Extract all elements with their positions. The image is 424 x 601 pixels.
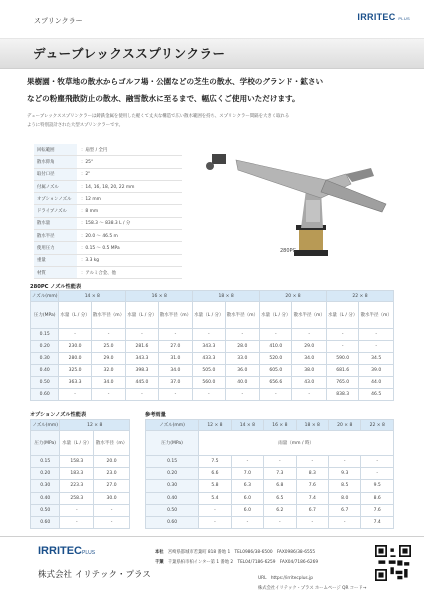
table-row (31, 456, 130, 468)
cell-value: - (199, 504, 231, 516)
sprinkler-image (196, 140, 396, 260)
url-label: URL (258, 576, 267, 581)
pressure-value: 0.15 (146, 456, 199, 468)
spec-value: ：3.3 kg (77, 254, 182, 266)
nozzle-performance-table (30, 290, 394, 401)
cell-value: 681.6 (326, 365, 358, 377)
pressure-value: 0.40 (31, 365, 59, 377)
pressure-header: 圧力(MPa) (31, 431, 60, 456)
cell-value: - (296, 516, 328, 528)
cell-value: - (225, 389, 260, 401)
pressure-header: 圧力(MPa) (146, 431, 199, 456)
cell-value: 838.3 (326, 389, 358, 401)
cell-value: 37.0 (158, 377, 193, 389)
cell-value: 5.8 (199, 480, 231, 492)
cell-value: 7.6 (296, 480, 328, 492)
nozzle-size: 18 × 8 (193, 291, 260, 302)
description (27, 112, 407, 130)
cell-value: 560.0 (193, 377, 225, 389)
spec-key: オプションノズル (34, 193, 77, 205)
table-row (31, 492, 130, 504)
office-chiba-label: 千葉 (155, 560, 164, 565)
cell-value: 520.0 (260, 353, 292, 365)
cell-value: - (292, 329, 327, 341)
cell-value: 363.3 (59, 377, 91, 389)
cell-value: - (296, 456, 328, 468)
cell-value: 39.0 (359, 365, 394, 377)
cell-value: - (60, 516, 94, 528)
cell-value: - (91, 389, 126, 401)
nozzle-size: 22 × 8 (361, 420, 394, 431)
flow-header: 水量（L / 分） (260, 302, 292, 329)
cell-value: 23.0 (94, 468, 130, 480)
cell-value: 7.4 (361, 516, 394, 528)
nozzle-size: 22 × 8 (326, 291, 393, 302)
cell-value: 6.6 (199, 468, 231, 480)
cell-value: 5.4 (199, 492, 231, 504)
cell-value: - (60, 504, 94, 516)
flow-header: 水量（L / 分） (59, 302, 91, 329)
table-row (146, 480, 394, 492)
logo-sub: PLUS (398, 16, 410, 21)
option-table-title: オプションノズル性能表 (30, 412, 87, 418)
cell-value: 765.0 (326, 377, 358, 389)
cell-value: 343.3 (126, 353, 158, 365)
qr-code-icon[interactable] (375, 545, 411, 581)
description-line: デューブレックススプリンクラーは鋳鉄金属を使用した軽くて丈夫な構造で広い散水範囲を持ち、スプリンクラー間隔を大きく取れる (27, 114, 290, 119)
table-row (31, 329, 394, 341)
cell-value: - (260, 389, 292, 401)
website (258, 575, 313, 581)
lead-text (27, 73, 402, 107)
office-head (155, 549, 315, 555)
company-name: 株式会社 イリテック・プラス (38, 570, 151, 580)
cell-value: - (231, 516, 263, 528)
cell-value: - (231, 456, 263, 468)
spec-key: 散水半径 (34, 230, 77, 242)
cell-value: 6.7 (329, 504, 361, 516)
model-label: 280PC (280, 248, 297, 254)
cell-value: 7.0 (231, 468, 263, 480)
table-row (31, 353, 394, 365)
spec-table (34, 144, 182, 279)
spec-key: 回転範囲 (34, 144, 77, 156)
radius-header: 散水半径（m） (225, 302, 260, 329)
cell-value: - (193, 389, 225, 401)
cell-value: 258.3 (60, 492, 94, 504)
cell-value: 223.3 (60, 480, 94, 492)
cell-value: - (158, 389, 193, 401)
pressure-value: 0.50 (146, 504, 199, 516)
flow-header: 水量（L / 分） (326, 302, 358, 329)
cell-value: - (264, 456, 296, 468)
spec-row (34, 242, 182, 254)
pressure-value: 0.20 (31, 468, 60, 480)
cell-value: 280.0 (59, 353, 91, 365)
nozzle-size: 14 × 8 (231, 420, 263, 431)
cell-value: - (326, 341, 358, 353)
nozzle-size: 12 × 8 (199, 420, 231, 431)
cell-value: 445.0 (126, 377, 158, 389)
cell-value: 9.5 (361, 480, 394, 492)
office-chiba (155, 559, 318, 565)
cell-value: - (91, 329, 126, 341)
cell-value: - (225, 329, 260, 341)
cell-value: 183.3 (60, 468, 94, 480)
office-chiba-text: 千葉県柏市柏インター第 1 番地 2 TEL04/7186-6259 FAX04/7186-6269 (167, 560, 319, 565)
cell-value: 398.3 (126, 365, 158, 377)
nozzle-header: ノズル(mm) (31, 420, 60, 431)
subheader-row (31, 431, 130, 456)
cell-value: - (94, 516, 130, 528)
cell-value: 28.0 (225, 341, 260, 353)
spec-key: ドライブノズル (34, 205, 77, 217)
flow-header: 水量（L / 分） (193, 302, 225, 329)
header-row (31, 291, 394, 302)
footer-logo (38, 545, 95, 557)
spec-key: 散水量 (34, 217, 77, 229)
cell-value: 8.6 (361, 492, 394, 504)
cell-value: - (329, 516, 361, 528)
cell-value: 34.5 (359, 353, 394, 365)
qr-caption: 株式会社イリテック・プラス ホームページ QR コード→ (258, 586, 367, 591)
spec-key: 重量 (34, 254, 77, 266)
cell-value: 33.0 (225, 353, 260, 365)
spec-value: ：0.15 ～ 0.5 MPa (77, 242, 182, 254)
category-label: スプリンクラー (34, 17, 83, 25)
footer-logo-sub: PLUS (82, 550, 96, 556)
top-bar (0, 0, 424, 38)
cell-value: 6.2 (264, 504, 296, 516)
cell-value: 7.4 (296, 492, 328, 504)
nozzle-size: 12 × 8 (60, 420, 130, 431)
office-head-text: 宮崎県都城市若葉町 818 番地 1 TEL0986/38-6500 FAX0986/38-6555 (167, 550, 316, 555)
flow-header: 水量（L / 分） (126, 302, 158, 329)
cell-value: 281.6 (126, 341, 158, 353)
spec-key: 取付口径 (34, 168, 77, 180)
cell-value: 8.3 (296, 468, 328, 480)
cell-value: - (359, 341, 394, 353)
table-row (146, 492, 394, 504)
cell-value: 32.0 (91, 365, 126, 377)
cell-value: - (292, 389, 327, 401)
cell-value: 590.0 (326, 353, 358, 365)
cell-value: 6.7 (296, 504, 328, 516)
spec-value: ：扇型 / 全円 (77, 144, 182, 156)
header-row (31, 420, 130, 431)
cell-value: 433.3 (193, 353, 225, 365)
spec-value: ：12 mm (77, 193, 182, 205)
website-link[interactable]: https://irritecplus.jp (270, 576, 313, 581)
cell-value: - (264, 516, 296, 528)
spec-value: ：8 mm (77, 205, 182, 217)
pressure-value: 0.60 (31, 516, 60, 528)
radius-header: 散水半径（m） (292, 302, 327, 329)
pressure-value: 0.20 (31, 341, 59, 353)
cell-value: 656.6 (260, 377, 292, 389)
cell-value: 7.3 (264, 468, 296, 480)
nozzle-size: 14 × 8 (59, 291, 126, 302)
cell-value: 20.0 (94, 456, 130, 468)
brand-logo (357, 12, 410, 22)
cell-value: 8.0 (329, 492, 361, 504)
cell-value: 605.0 (260, 365, 292, 377)
header-row (146, 420, 394, 431)
flow-header: 水量（L / 分） (60, 431, 94, 456)
cell-value: - (59, 329, 91, 341)
cell-value: 6.8 (264, 480, 296, 492)
office-head-label: 本社 (155, 550, 164, 555)
table-row (31, 516, 130, 528)
cell-value: 8.5 (329, 480, 361, 492)
spec-row (34, 180, 182, 192)
spec-value: ：25° (77, 156, 182, 168)
spec-row (34, 217, 182, 229)
cell-value: 34.0 (158, 365, 193, 377)
cell-value: 40.0 (225, 377, 260, 389)
pressure-value: 0.30 (31, 480, 60, 492)
nozzle-header: ノズル(mm) (31, 291, 59, 302)
radius-header: 散水半径（m） (158, 302, 193, 329)
cell-value: - (260, 329, 292, 341)
spec-row (34, 254, 182, 266)
cell-value: 44.0 (359, 377, 394, 389)
spec-value: ：158.3 ～ 838.3 L / 分 (77, 217, 182, 229)
pressure-value: 0.60 (146, 516, 199, 528)
cell-value: - (126, 329, 158, 341)
nozzle-size: 16 × 8 (126, 291, 193, 302)
cell-value: 230.0 (59, 341, 91, 353)
cell-value: - (126, 389, 158, 401)
spec-key: 付属ノズル (34, 180, 77, 192)
cell-value: - (361, 468, 394, 480)
nozzle-size: 18 × 8 (296, 420, 328, 431)
pressure-value: 0.40 (31, 492, 60, 504)
option-nozzle-table (30, 419, 130, 529)
rain-header: 雨量（mm / 時） (199, 431, 394, 456)
pressure-value: 0.30 (146, 480, 199, 492)
table-row (31, 341, 394, 353)
lead-line: などの粉塵飛散防止の散水、融雪散水に至るまで、幅広くご使用いただけます。 (27, 94, 300, 103)
pressure-value: 0.15 (31, 329, 59, 341)
rainfall-table (145, 419, 394, 529)
spec-value: ：アルミ合金、他 (77, 266, 182, 278)
spec-value: ：2" (77, 168, 182, 180)
subheader-row (146, 431, 394, 456)
cell-value: 43.0 (292, 377, 327, 389)
nozzle-size: 20 × 8 (260, 291, 327, 302)
cell-value: - (94, 504, 130, 516)
pressure-value: 0.15 (31, 456, 60, 468)
cell-value: 27.0 (94, 480, 130, 492)
nozzle-header: ノズル(mm) (146, 420, 199, 431)
cell-value: 34.0 (292, 353, 327, 365)
cell-value: - (199, 516, 231, 528)
cell-value: 27.0 (158, 341, 193, 353)
pressure-value: 0.50 (31, 377, 59, 389)
description-line: ように特別設計された大型スプリンクラーです。 (27, 123, 123, 128)
cell-value: 38.0 (292, 365, 327, 377)
spec-key: 材質 (34, 266, 77, 278)
table-row (31, 377, 394, 389)
cell-value: 36.0 (225, 365, 260, 377)
lead-line: 果樹園・牧草地の散水からゴルフ場・公園などの芝生の散水、学校のグランド・鉱さい (27, 77, 324, 86)
radius-header: 散水半径（m） (91, 302, 126, 329)
cell-value: 410.0 (260, 341, 292, 353)
table-row (31, 365, 394, 377)
table-row (146, 516, 394, 528)
spec-key: 使用圧力 (34, 242, 77, 254)
pressure-value: 0.60 (31, 389, 59, 401)
spec-row (34, 193, 182, 205)
pressure-value: 0.50 (31, 504, 60, 516)
cell-value: - (59, 389, 91, 401)
spec-row (34, 168, 182, 180)
cell-value: 505.0 (193, 365, 225, 377)
cell-value: 6.0 (231, 492, 263, 504)
nozzle-table-title: 280PC ノズル性能表 (30, 284, 82, 290)
cell-value: 6.5 (264, 492, 296, 504)
cell-value: 46.5 (359, 389, 394, 401)
cell-value: 325.0 (59, 365, 91, 377)
logo-text: IRRITEC (357, 12, 396, 22)
spec-value: ：20.0 ～ 46.5 m (77, 230, 182, 242)
cell-value: - (329, 456, 361, 468)
cell-value: 6.3 (231, 480, 263, 492)
cell-value: 31.0 (158, 353, 193, 365)
pressure-value: 0.40 (146, 492, 199, 504)
footer-logo-text: IRRITEC (38, 545, 82, 557)
cell-value: 29.0 (91, 353, 126, 365)
pressure-header: 圧力(MPa) (31, 302, 59, 329)
pressure-value: 0.30 (31, 353, 59, 365)
cell-value: 7.6 (361, 504, 394, 516)
cell-value: 158.3 (60, 456, 94, 468)
cell-value: - (326, 329, 358, 341)
spec-row (34, 156, 182, 168)
radius-header: 散水半径（m） (94, 431, 130, 456)
pressure-value: 0.20 (146, 468, 199, 480)
spec-row (34, 230, 182, 242)
subheader-row (31, 302, 394, 329)
table-row (31, 468, 130, 480)
spec-value: ：14, 16, 18, 20, 22 mm (77, 180, 182, 192)
cell-value: 34.0 (91, 377, 126, 389)
table-row (146, 504, 394, 516)
cell-value: 7.5 (199, 456, 231, 468)
cell-value: - (193, 329, 225, 341)
radius-header: 散水半径（m） (359, 302, 394, 329)
table-row (146, 468, 394, 480)
table-row (31, 389, 394, 401)
cell-value: 30.0 (94, 492, 130, 504)
table-row (31, 480, 130, 492)
cell-value: 25.0 (91, 341, 126, 353)
spec-row (34, 266, 182, 278)
table-row (146, 456, 394, 468)
cell-value: 29.0 (292, 341, 327, 353)
cell-value: 6.0 (231, 504, 263, 516)
rain-table-title: 参考雨量 (145, 412, 166, 418)
nozzle-size: 20 × 8 (329, 420, 361, 431)
cell-value: - (158, 329, 193, 341)
spec-key: 散水仰角 (34, 156, 77, 168)
cell-value: 9.3 (329, 468, 361, 480)
cell-value: - (359, 329, 394, 341)
cell-value: 343.3 (193, 341, 225, 353)
nozzle-size: 16 × 8 (264, 420, 296, 431)
cell-value: - (361, 456, 394, 468)
spec-row (34, 144, 182, 156)
page-title: デューブレックススプリンクラー (33, 46, 226, 61)
table-row (31, 504, 130, 516)
spec-row (34, 205, 182, 217)
